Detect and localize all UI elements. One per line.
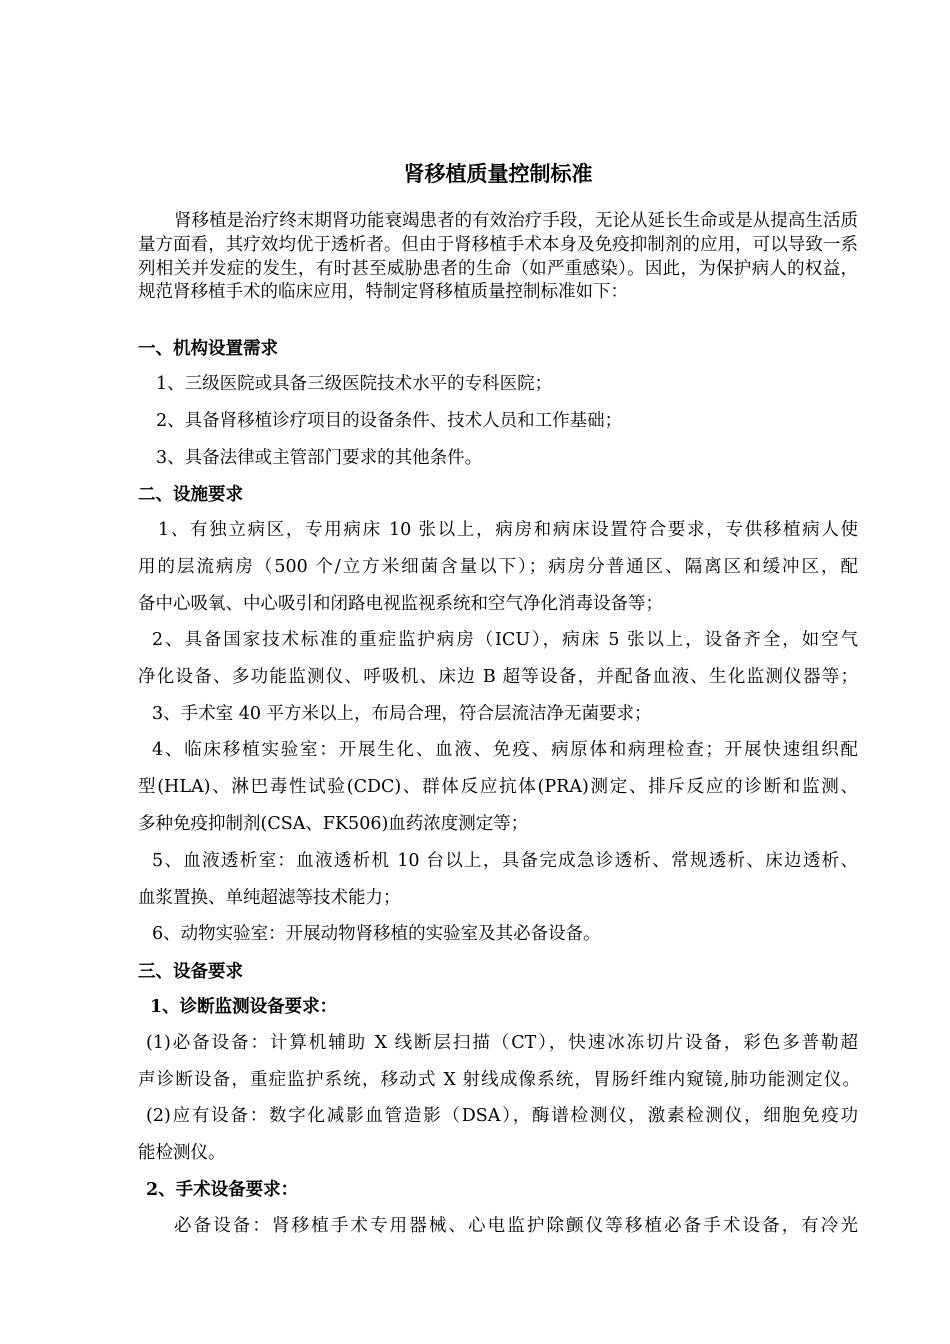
text-line: 声诊断设备，重症监护系统，移动式 X 射线成像系统，胃肠纤维内窥镜,肺功能测定仪。 (138, 1070, 860, 1090)
text-line: 用的层流病房（500 个/立方米细菌含量以下）；病房分普通区、隔离区和缓冲区，配 (138, 557, 858, 577)
subsection-heading: 2、手术设备要求： (146, 1180, 299, 1200)
section-heading-2: 二、设施要求 (138, 485, 243, 505)
text-line: (1)必备设备：计算机辅助 X 线断层扫描（CT），快速冰冻切片设备，彩色多普勒超 (146, 1033, 858, 1053)
text-line: 1、三级医院或具备三级医院技术水平的专科医院； (156, 374, 553, 394)
text-line: (2)应有设备：数字化减影血管造影（DSA），酶谱检测仪，激素检测仪，细胞免疫功 (146, 1106, 858, 1126)
text-line: 必备设备：肾移植手术专用器械、心电监护除颤仪等移植必备手术设备，有冷光 (174, 1216, 858, 1236)
text-line: 血浆置换、单纯超滤等技术能力； (138, 888, 401, 908)
text-line: 3、具备法律或主管部门要求的其他条件。 (156, 448, 483, 468)
document-title: 肾移植质量控制标准 (403, 161, 593, 186)
text-line: 净化设备、多功能监测仪、呼吸机、床边 B 超等设备，并配备血液、生化监测仪器等； (138, 667, 858, 687)
text-line: 型(HLA)、淋巴毒性试验(CDC)、群体反应抗体(PRA)测定、排斥反应的诊断和监测、 (138, 777, 858, 797)
section-heading-3: 三、设备要求 (138, 962, 243, 982)
text-line: 4、临床移植实验室：开展生化、血液、免疫、病原体和病理检查；开展快速组织配 (152, 740, 858, 760)
section-heading-1: 一、机构设置需求 (138, 339, 278, 359)
text-line: 2、具备肾移植诊疗项目的设备条件、技术人员和工作基础； (156, 411, 623, 431)
text-line: 2、具备国家技术标准的重症监护病房（ICU），病床 5 张以上，设备齐全，如空气 (152, 630, 858, 650)
text-line: 6、动物实验室：开展动物肾移植的实验室及其必备设备。 (152, 924, 601, 944)
text-line: 5、血液透析室：血液透析机 10 台以上，具备完成急诊透析、常规透析、床边透析、 (152, 851, 858, 871)
text-line: 1、有独立病区，专用病床 10 张以上，病房和病床设置符合要求，专供移植病人使 (158, 520, 858, 540)
text-line: 多种免疫抑制剂(CSA、FK506)血药浓度测定等； (138, 814, 529, 834)
text-line: 备中心吸氧、中心吸引和闭路电视监视系统和空气净化消毒设备等； (138, 594, 663, 614)
intro-paragraph: 肾移植是治疗终末期肾功能衰竭患者的有效治疗手段，无论从延长生命或是从提高生活质量方面看，其疗效均优于透析者。但由于肾移植手术本身及免疫抑制剂的应用，可以导致一系列相关并发症的发生，有时甚至威胁患者的生命（如严重感染）。因此，为保护病人的权益，规范肾移植手术的临床应用，特制定肾移植质量控制标准如下： (138, 211, 858, 303)
subsection-heading: 1、诊断监测设备要求： (150, 997, 338, 1017)
text-line: 能检测仪。 (138, 1143, 226, 1163)
text-line: 3、手术室 40 平方米以上，布局合理，符合层流洁净无菌要求； (152, 704, 652, 724)
